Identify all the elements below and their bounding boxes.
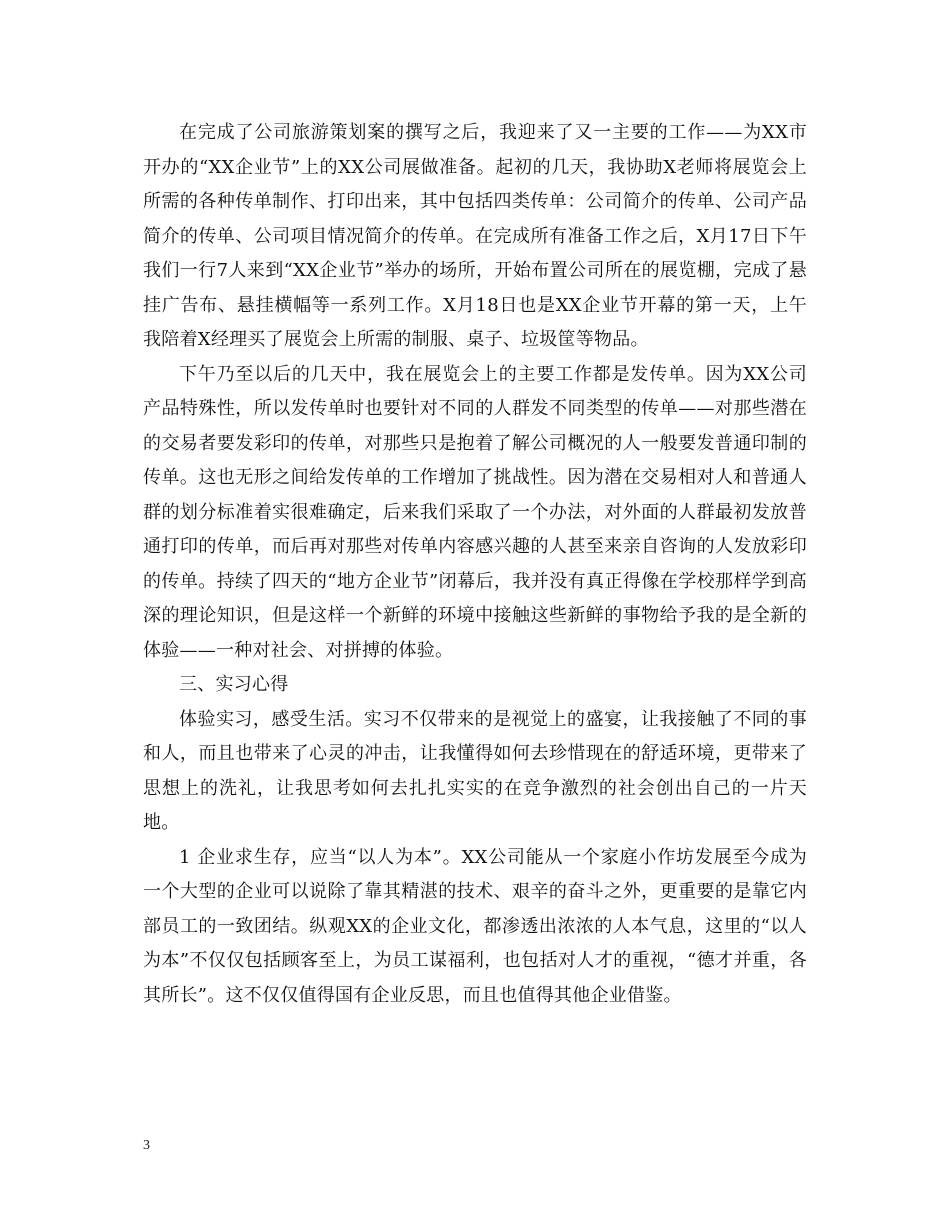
paragraph-exhibition-preparation: 在完成了公司旅游策划案的撰写之后，我迎来了又一主要的工作——为XX市开办的“XX企业节”上的XX公司展做准备。起初的几天，我协助X老师将展览会上所需的各种传单制作、打印出来，其中包括四类传单：公司简介的传单、公司产品简介的传单、公司项目情况简介的传单。在完成所有准备工作之后，X月17日下午我们一行7人来到“XX企业节”举办的场所，开始布置公司所在的展览棚，完成了悬挂广告布、悬挂横幅等一系列工作。X月18日也是XX企业节开幕的第一天，上午我陪着X经理买了展览会上所需的制服、桌子、垃圾筐等物品。 (143, 122, 807, 350)
section-heading-internship-reflections: 三、实习心得 (179, 674, 289, 695)
paragraph-experience-internship: 体验实习，感受生活。实习不仅带来的是视觉上的盛宴，让我接触了不同的事和人，而且也带来了心灵的冲击，让我懂得如何去珍惜现在的舒适环境，更带来了思想上的洗礼，让我思考如何去扎扎实实的在竞争激烈的社会创出自己的一片天地。 (143, 708, 807, 833)
page-number: 3 (143, 1138, 150, 1153)
paragraph-distributing-flyers: 下午乃至以后的几天中，我在展览会上的主要工作都是发传单。因为XX公司产品特殊性，所以发传单时也要针对不同的人群发不同类型的传单——对那些潜在的交易者要发彩印的传单，对那些只是抱着了解公司概况的人一般要发普通印制的传单。这也无形之间给发传单的工作增加了挑战性。因为潜在交易相对人和普通人群的划分标准着实很难确定，后来我们采取了一个办法，对外面的人群最初发放普通打印的传单，而后再对那些对传单内容感兴趣的人甚至来亲自咨询的人发放彩印的传单。持续了四天的“地方企业节”闭幕后，我并没有真正得像在学校那样学到高深的理论知识，但是这样一个新鲜的环境中接触这些新鲜的事物给予我的是全新的体验——一种对社会、对拼搏的体验。 (143, 363, 807, 661)
body-text (143, 116, 807, 1013)
paragraph-people-oriented: 1 企业求生存，应当“以人为本”。XX公司能从一个家庭小作坊发展至今成为一个大型的企业可以说除了靠其精湛的技术、艰辛的奋斗之外，更重要的是靠它内部员工的一致团结。纵观XX的企业文化，都渗透出浓浓的人本气息，这里的“以人为本”不仅仅包括顾客至上，为员工谋福利，也包括对人才的重视，“德才并重，各其所长”。这不仅仅值得国有企业反思，而且也值得其他企业借鉴。 (143, 846, 807, 1006)
